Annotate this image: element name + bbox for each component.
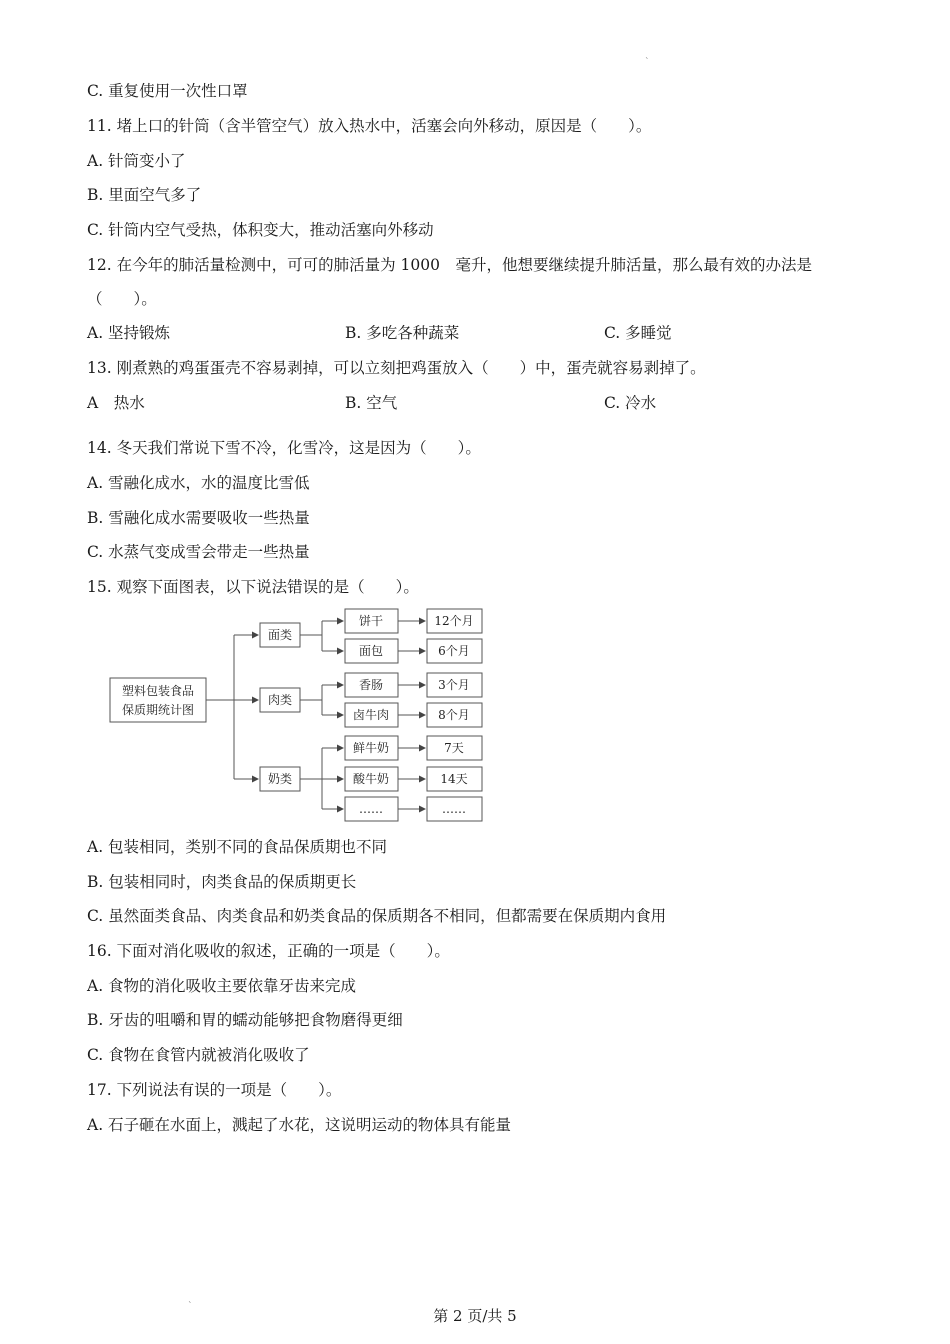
diagram-root-line2: 保质期统计图 — [121, 703, 195, 717]
q17-option-a: A. 石子砸在水面上，溅起了水花，这说明运动的物体具有能量 — [87, 1116, 512, 1134]
diagram-item: 鲜牛奶 — [352, 741, 390, 755]
q16-option-a: A. 食物的消化吸收主要依靠牙齿来完成 — [87, 977, 357, 995]
q14-stem: 14. 冬天我们常说下雪不冷，化雪冷，这是因为（ ）。 — [87, 439, 481, 457]
q17-stem: 17. 下列说法有误的一项是（ ）。 — [87, 1081, 342, 1099]
q15-option-b: B. 包装相同时，肉类食品的保质期更长 — [87, 873, 357, 891]
diagram-category: 面类 — [267, 628, 293, 642]
diagram-period: 6个月 — [438, 644, 470, 658]
diagram-period: 8个月 — [438, 708, 470, 722]
diagram-item: 酸牛奶 — [352, 772, 390, 786]
diagram-period: 14天 — [440, 772, 468, 786]
corner-mark-bottom: ` — [188, 1302, 193, 1312]
diagram-item: 卤牛肉 — [352, 708, 390, 722]
q11-option-a: A. 针筒变小了 — [87, 152, 186, 170]
q14-option-b: B. 雪融化成水需要吸收一些热量 — [87, 509, 310, 527]
page-footer: 第 2 页/共 5 — [433, 1307, 517, 1325]
q16-option-c: C. 食物在食管内就被消化吸收了 — [87, 1046, 310, 1064]
diagram-period: …… — [442, 802, 466, 816]
q15-option-a: A. 包装相同，类别不同的食品保质期也不同 — [87, 838, 388, 856]
diagram-period: 7天 — [444, 741, 464, 755]
q13-option-c: C. 冷水 — [604, 394, 657, 412]
q15-option-c: C. 虽然面类食品、肉类食品和奶类食品的保质期各不相同，但都需要在保质期内食用 — [87, 907, 667, 925]
q16-option-b: B. 牙齿的咀嚼和胃的蠕动能够把食物磨得更细 — [87, 1011, 403, 1029]
corner-mark: ` — [645, 58, 650, 68]
shelf-life-diagram — [100, 605, 500, 830]
q12-option-a: A. 坚持锻炼 — [87, 324, 171, 342]
q12-stem-cont: （ ）。 — [87, 290, 157, 308]
q16-stem: 16. 下面对消化吸收的叙述，正确的一项是（ ）。 — [87, 942, 450, 960]
q14-option-a: A. 雪融化成水，水的温度比雪低 — [87, 474, 310, 492]
q14-option-c: C. 水蒸气变成雪会带走一些热量 — [87, 543, 310, 561]
q11-stem: 11. 堵上口的针筒（含半管空气）放入热水中，活塞会向外移动，原因是（ ）。 — [87, 117, 652, 135]
q13-option-a: A 热水 — [87, 394, 145, 412]
q11-option-c: C. 针筒内空气受热，体积变大，推动活塞向外移动 — [87, 221, 434, 239]
q12-option-b: B. 多吃各种蔬菜 — [345, 324, 460, 342]
diagram-item: 饼干 — [358, 614, 384, 628]
q12-stem: 12. 在今年的肺活量检测中，可可的肺活量为 1000 毫升，他想要继续提升肺活量，那么最有效的办法是 — [87, 256, 812, 274]
diagram-item: 面包 — [358, 644, 384, 658]
q11-option-b: B. 里面空气多了 — [87, 186, 202, 204]
diagram-item: …… — [359, 802, 383, 816]
q13-option-b: B. 空气 — [345, 394, 398, 412]
q12-option-c: C. 多睡觉 — [604, 324, 672, 342]
q15-stem: 15. 观察下面图表，以下说法错误的是（ ）。 — [87, 578, 419, 596]
diagram-period: 12个月 — [434, 614, 474, 628]
diagram-root-line1: 塑料包装食品 — [121, 684, 195, 698]
diagram-category: 奶类 — [267, 772, 293, 786]
q13-stem: 13. 刚煮熟的鸡蛋蛋壳不容易剥掉，可以立刻把鸡蛋放入（ ）中，蛋壳就容易剥掉了。 — [87, 359, 706, 377]
q10-option-c: C. 重复使用一次性口罩 — [87, 82, 248, 100]
diagram-item: 香肠 — [358, 678, 384, 692]
diagram-category: 肉类 — [267, 693, 293, 707]
diagram-period: 3个月 — [438, 678, 470, 692]
